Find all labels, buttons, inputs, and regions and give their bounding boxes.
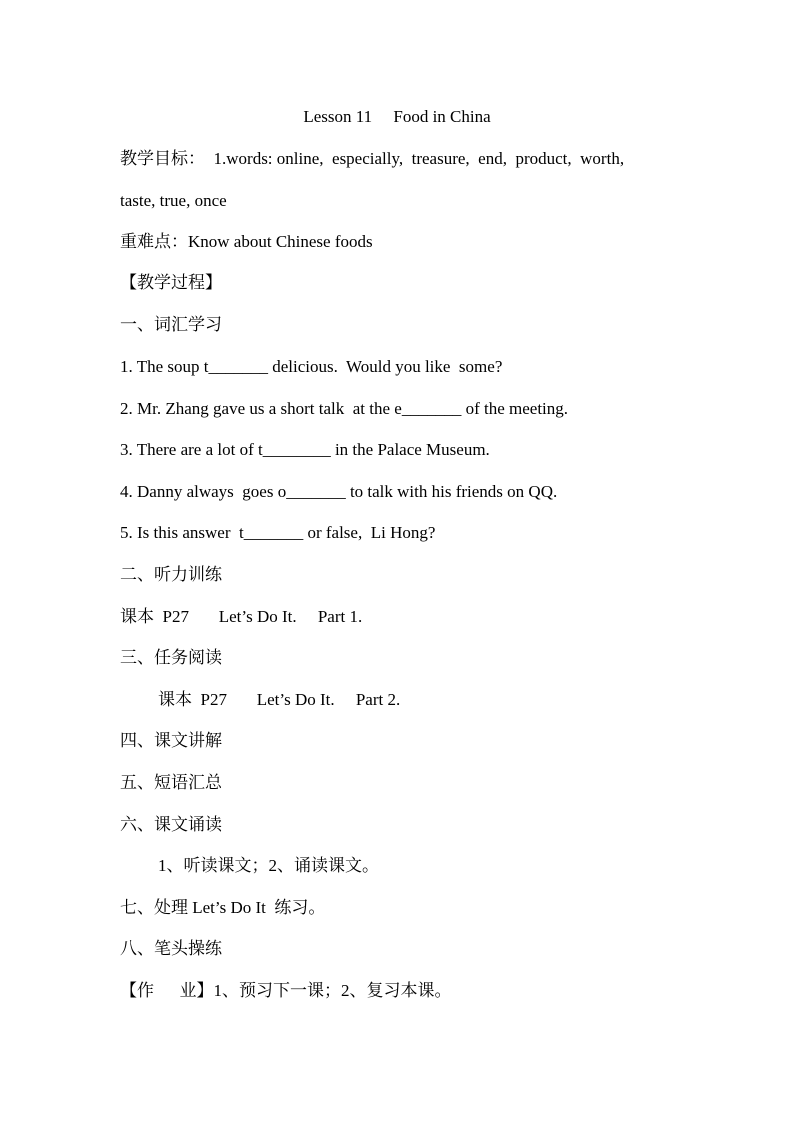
key-points: 重难点：Know about Chinese foods (120, 232, 373, 251)
exercise-item: 2. Mr. Zhang gave us a short talk at the e_______ of the meeting. (120, 399, 569, 418)
section-recitation-text: 1、听读课文；2、诵读课文。 (158, 856, 379, 875)
exercise-item: 4. Danny always goes o_______ to talk with his friends on QQ. (120, 482, 558, 501)
section-listening-text: 课本 P27 Let’s Do It. Part 1. (120, 607, 363, 626)
section-written-practice: 八、笔头操练 (120, 939, 222, 958)
lesson-title: Lesson 11 Food in China (303, 107, 491, 126)
exercise-item: 3. There are a lot of t________ in the Palace Museum. (120, 440, 490, 459)
section-listening: 二、听力训练 (120, 565, 222, 584)
process-heading: 【教学过程】 (120, 273, 222, 292)
exercise-item: 5. Is this answer t_______ or false, Li Hong? (120, 523, 436, 542)
homework: 【作 业】1、预习下一课；2、复习本课。 (120, 981, 452, 1000)
exercise-item: 1. The soup t_______ delicious. Would you like some? (120, 357, 503, 376)
section-vocabulary: 一、词汇学习 (120, 315, 222, 334)
section-reading: 三、任务阅读 (120, 648, 222, 667)
section-recitation: 六、课文诵读 (120, 815, 222, 834)
section-phrases: 五、短语汇总 (120, 773, 222, 792)
teaching-objectives: 教学目标： 1.words: online, especially, treasure, end, product, worth, (120, 149, 625, 168)
section-text-explanation: 四、课文讲解 (120, 731, 222, 750)
section-exercise: 七、处理 Let’s Do It 练习。 (120, 898, 326, 917)
teaching-objectives-cont: taste, true, once (120, 191, 227, 210)
section-reading-text: 课本 P27 Let’s Do It. Part 2. (158, 690, 401, 709)
